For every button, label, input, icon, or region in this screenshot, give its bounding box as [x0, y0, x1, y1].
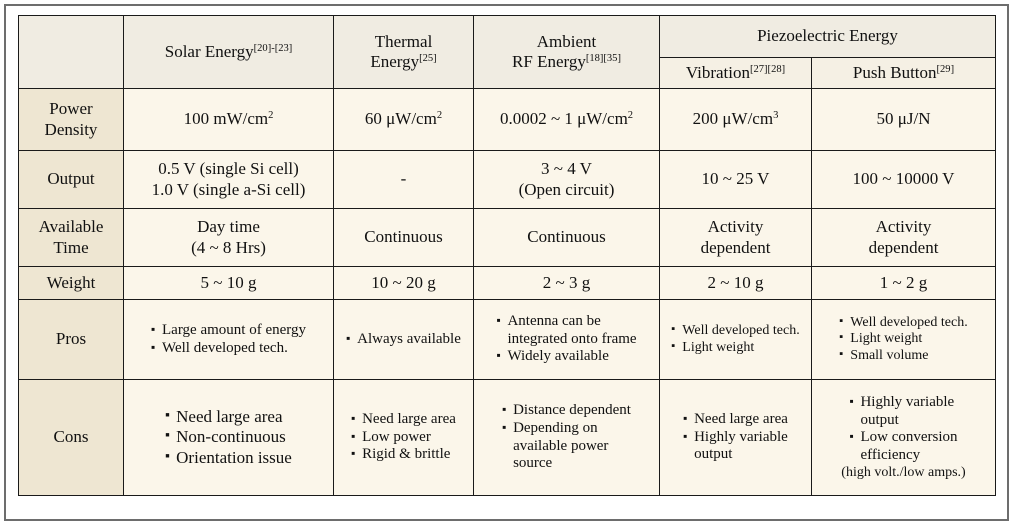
row-label-pros: Pros: [19, 300, 124, 380]
weight-thermal: 10 ~ 20 g: [334, 267, 474, 300]
cons-rf: [474, 380, 660, 496]
cons-rf-item2-line2: available power: [513, 437, 609, 454]
cons-thermal: [334, 380, 474, 496]
output-vibration: 10 ~ 25 V: [660, 151, 812, 209]
list-item: [849, 394, 957, 429]
header-push-button: [812, 58, 996, 89]
list-item: ▪ Non-continuous: [165, 427, 292, 447]
list-item: ▪ Need large area: [683, 411, 788, 429]
energy-harvesting-comparison-table: [18, 15, 996, 496]
row-label-cons: Cons: [19, 380, 124, 496]
density-thermal: [334, 89, 474, 151]
list-item: ▪ Always available: [346, 331, 461, 349]
list-item: ▪ Orientation issue: [165, 448, 292, 468]
list-item: [502, 420, 631, 473]
list-item: ▪ Large amount of energy: [151, 322, 306, 340]
header-vibration: [660, 58, 812, 89]
density-vibration: [660, 89, 812, 151]
pros-thermal: [334, 300, 474, 380]
time-vibration-line1: Activity: [707, 217, 764, 237]
cons-push-item2-line1: Low conversion: [860, 429, 958, 446]
header-push-label: Push Button: [852, 62, 937, 82]
header-rf-line2: RF Energy: [512, 52, 586, 71]
weight-rf: 2 ~ 3 g: [474, 267, 660, 300]
cons-push: [812, 380, 996, 496]
row-label-density: Density: [44, 119, 98, 139]
pros-solar: [124, 300, 334, 380]
output-rf-line2: (Open circuit): [518, 179, 615, 199]
row-weight: [19, 267, 996, 300]
cons-vibration-item2-line1: Highly variable: [694, 428, 788, 445]
header-piezo: Piezoelectric Energy: [660, 16, 996, 58]
list-item: ▪ Light weight: [839, 331, 967, 348]
cons-vibration-item2-line2: output: [694, 446, 733, 463]
pros-push: [812, 300, 996, 380]
cons-push-item1-line2: output: [860, 411, 899, 428]
density-solar-value: 100 mW/cm: [183, 109, 269, 129]
time-push: [812, 209, 996, 267]
time-solar-line2: (4 ~ 8 Hrs): [191, 237, 266, 257]
density-rf-value: 0.0002 ~ 1 μW/cm: [499, 109, 628, 129]
row-label-power-density: [19, 89, 124, 151]
density-rf: [474, 89, 660, 151]
header-rf-ref: [18][35]: [585, 53, 621, 65]
output-rf: [474, 151, 660, 209]
list-item: [683, 429, 788, 464]
header-solar: [124, 16, 334, 89]
cons-solar: [124, 380, 334, 496]
list-item: [849, 429, 957, 464]
header-vibration-label: Vibration: [685, 62, 751, 82]
corner-cell: [19, 16, 124, 89]
list-item: ▪ Need large area: [351, 411, 456, 429]
cons-push-note: (high volt./low amps.): [841, 464, 966, 480]
row-label-output: Output: [19, 151, 124, 209]
header-vibration-ref: [27][28]: [750, 64, 786, 76]
cons-vibration: [660, 380, 812, 496]
row-cons: [19, 380, 996, 496]
pros-rf-item1-line2: integrated onto frame: [507, 330, 637, 347]
cons-rf-item2-line1: Depending on: [513, 419, 598, 436]
list-item: ▪ Low power: [351, 429, 456, 447]
list-item: [496, 313, 636, 348]
row-pros: [19, 300, 996, 380]
list-item: ▪ Well developed tech.: [839, 315, 967, 332]
output-solar-line2: 1.0 V (single a-Si cell): [151, 179, 306, 199]
density-vibration-sup: 3: [773, 110, 779, 122]
list-item: ▪ Distance dependent: [502, 402, 631, 420]
list-item: ▪ Need large area: [165, 407, 292, 427]
time-vibration: [660, 209, 812, 267]
row-label-available-time: [19, 209, 124, 267]
row-output: [19, 151, 996, 209]
row-label-time: Time: [53, 237, 89, 257]
list-item: ▪ Rigid & brittle: [351, 446, 456, 464]
density-thermal-sup: 2: [436, 110, 443, 122]
row-power-density: [19, 89, 996, 151]
header-thermal-line1: Thermal: [374, 31, 433, 51]
cons-push-item1-line1: Highly variable: [860, 393, 955, 410]
pros-rf-item1-line1: Antenna can be: [507, 312, 601, 329]
list-item: ▪ Well developed tech.: [151, 340, 306, 358]
time-push-line2: dependent: [868, 237, 939, 257]
pros-vibration: [660, 300, 812, 380]
time-vibration-line2: dependent: [700, 237, 771, 257]
density-solar: [124, 89, 334, 151]
density-thermal-value: 60 μW/cm: [364, 109, 437, 129]
row-label-available: Available: [38, 217, 104, 237]
list-item: ▪ Small volume: [839, 348, 967, 365]
list-item: ▪ Light weight: [671, 340, 799, 357]
density-rf-sup: 2: [627, 110, 634, 122]
density-vibration-value: 200 μW/cm: [692, 109, 774, 129]
time-solar: [124, 209, 334, 267]
header-thermal-line2: Energy: [370, 52, 420, 71]
weight-push: 1 ~ 2 g: [812, 267, 996, 300]
density-solar-sup: 2: [268, 110, 274, 122]
output-push: 100 ~ 10000 V: [812, 151, 996, 209]
list-item: ▪ Widely available: [496, 348, 636, 366]
header-rf-line1: Ambient: [536, 31, 597, 51]
time-push-line1: Activity: [875, 217, 932, 237]
pros-rf: [474, 300, 660, 380]
output-thermal: -: [334, 151, 474, 209]
header-rf: [474, 16, 660, 89]
time-rf: Continuous: [474, 209, 660, 267]
header-thermal: [334, 16, 474, 89]
output-rf-line1: 3 ~ 4 V: [541, 159, 592, 179]
header-thermal-ref: [25]: [419, 53, 437, 65]
header-solar-label: Solar Energy: [164, 41, 254, 61]
cons-rf-item2-line3: source: [513, 455, 553, 472]
list-item: ▪ Well developed tech.: [671, 323, 799, 340]
output-solar: [124, 151, 334, 209]
row-label-power: Power: [49, 99, 93, 119]
time-solar-line1: Day time: [197, 217, 260, 237]
header-push-ref: [29]: [936, 64, 955, 76]
density-push: 50 μJ/N: [812, 89, 996, 151]
weight-vibration: 2 ~ 10 g: [660, 267, 812, 300]
row-available-time: [19, 209, 996, 267]
time-thermal: Continuous: [334, 209, 474, 267]
header-solar-ref: [20]-[23]: [253, 43, 293, 55]
output-solar-line1: 0.5 V (single Si cell): [158, 159, 299, 179]
cons-push-item2-line2: efficiency: [860, 446, 921, 463]
weight-solar: 5 ~ 10 g: [124, 267, 334, 300]
row-label-weight: Weight: [19, 267, 124, 300]
